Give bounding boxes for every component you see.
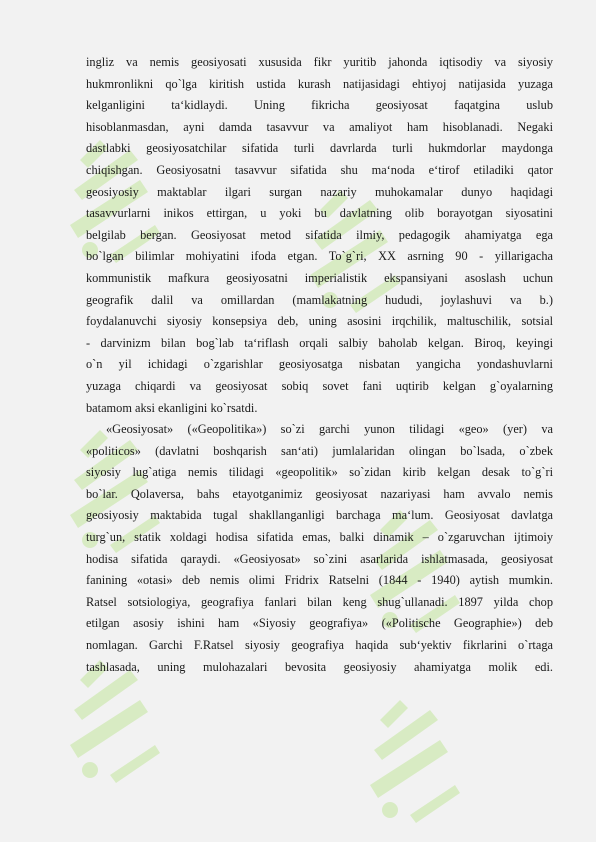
text-line: tashlasada, uning mulohazalari bevosita geosiyosiy ahamiyatga molik edi.	[86, 659, 553, 674]
body-text	[86, 52, 553, 678]
text-line: ingliz va nemis geosiyosati xususida fikr yuritib jahonda iqtisodiy va siyosiy	[86, 55, 553, 69]
text-line: yuzaga chiqardi va geosiyosat sobiq sovet fani uqtirib kelgan g`oyalarning	[86, 378, 553, 393]
text-line: siyosiy lug`atiga nemis tilidagi «geopolitik» so`zidan kirib kelgan desak to`g`ri	[86, 465, 553, 480]
text-line: kelganligini ta‘kidlaydi. Uning fikricha geosiyosat faqatgina uslub	[86, 98, 553, 113]
text-line: o`n yil ichidagi o`zgarishlar geosiyosatga nisbatan yangicha yondashuvlarni	[86, 357, 553, 372]
text-line: etilgan asosiy ishini ham «Siyosiy geografiya» («Politische Geographie») deb	[86, 616, 553, 631]
text-line: kommunistik mafkura geosiyosatni imperialistik ekspansiyani asoslash uchun	[86, 270, 553, 285]
text-line: geosiyosiy maktablar ilgari surgan nazariy muhokamalar dunyo haqidagi	[86, 184, 553, 199]
text-line: bo`lar. Qolaversa, bahs etayotganimiz geosiyosat nazariyasi ham avvalo nemis	[86, 486, 553, 501]
text-line: belgilab bergan. Geosiyosat metod sifatida ilmiy, pedagogik ahamiyatga ega	[86, 227, 553, 242]
text-line: tasavvurlarni inikos ettirgan, u yoki bu davlatning olib borayotgan siyosatini	[86, 206, 553, 221]
text-line: - darvinizm bilan bog`lab ta‘riflash orqali salbiy baholab kelgan. Biroq, keyingi	[86, 335, 553, 350]
text-line: dastlabki geosiyosatchilar sifatida turli davrlarda turli hukmdorlar maydonga	[86, 141, 553, 156]
text-line: batamom aksi ekanligini ko`rsatdi.	[86, 400, 258, 415]
text-line: geosiyosiy maktabida tugal shakllanganligi barchaga ma‘lum. Geosiyosat davlatga	[86, 508, 553, 523]
text-line: geografik dalil va omillardan (mamlakatning hududi, joylashuvi va b.)	[86, 292, 553, 307]
text-line: Ratsel sotsiologiya, geografiya fanlari bilan keng shug`ullanadi. 1897 yilda chop	[86, 594, 553, 609]
text-line: turg`un, statik xoldagi hodisa sifatida emas, balki dinamik – o`zgaruvchan ijtimoiy	[86, 530, 553, 545]
text-line: nomlagan. Garchi F.Ratsel siyosiy geografiya haqida sub‘yektiv fikrlarini o`rtaga	[86, 638, 553, 653]
text-line: fanining «otasi» deb nemis olimi Fridrix Ratselni (1844 - 1940) aytish mumkin.	[86, 573, 553, 588]
text-line: «politicos» (davlatni boshqarish san‘ati) jumlalaridan olingan bo`lsada, o`zbek	[86, 443, 553, 458]
document-watermark-icon	[360, 690, 470, 830]
text-line: chiqishgan. Geosiyosatni tasavvur sifatida shu ma‘noda e‘tirof etiladiki qator	[86, 162, 553, 177]
text-line: foydalanuvchi siyosiy konsepsiya deb, uning asosini irqchilik, maltuschilik, sotsial	[86, 314, 553, 329]
text-line: bo`lgan bilimlar mohiyatini ifoda etgan. To`g`ri, XX asrning 90 - yillarigacha	[86, 249, 553, 264]
text-line: hodisa sifatida qaraydi. «Geosiyosat» so`zini asarlarida ishlatmasada, geosiyosat	[86, 551, 553, 566]
text-line: hukmronlikni qo`lga kiritish ustida kurash natijasidagi ehtiyoj natijasida yuzaga	[86, 76, 553, 91]
text-line: hisoblanmasdan, ayni damda tasavvur va amaliyot ham hisoblanadi. Negaki	[86, 119, 553, 134]
text-line: «Geosiyosat» («Geopolitika») so`zi garchi yunon tilidagi «geo» (yer) va	[106, 422, 553, 437]
